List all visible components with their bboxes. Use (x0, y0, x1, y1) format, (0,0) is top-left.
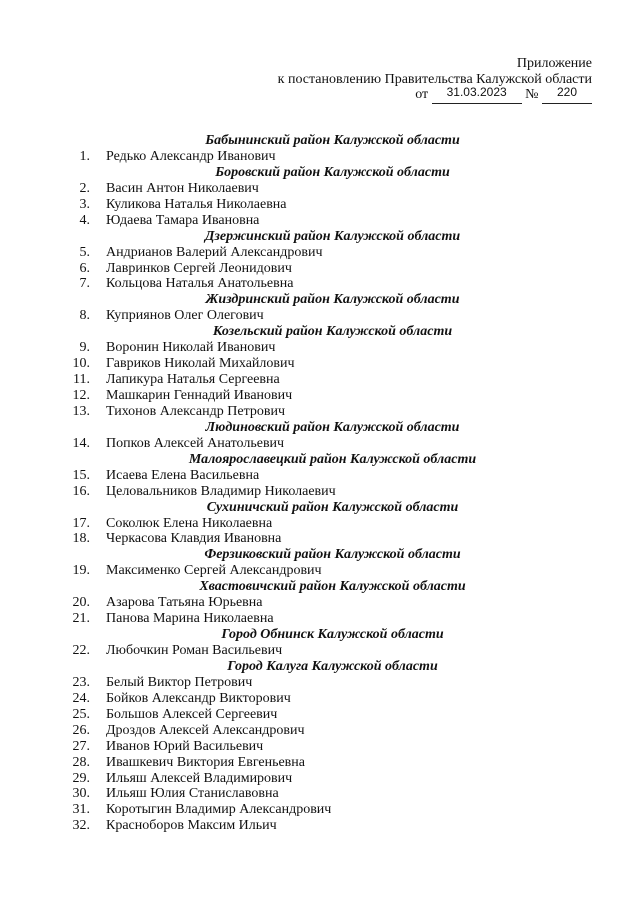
list-item (60, 340, 580, 356)
decree-date: 31.03.2023 (446, 85, 507, 99)
item-number: 28. (72, 754, 90, 770)
item-number: 14. (72, 435, 90, 451)
item-number: 17. (72, 515, 90, 531)
person-name: Панова Марина Николаевна (106, 611, 274, 627)
list-item (60, 356, 580, 372)
list-item (60, 786, 580, 802)
district-heading: Дзержинский район Калужской области (204, 228, 461, 244)
person-name: Максименко Сергей Александрович (106, 563, 322, 579)
district-heading: Город Калуга Калужской области (227, 658, 438, 674)
person-name: Васин Антон Николаевич (106, 180, 259, 196)
item-number: 22. (72, 643, 90, 658)
person-name: Воронин Николай Иванович (106, 340, 276, 356)
person-name: Ильяш Юлия Станиславовна (106, 786, 279, 802)
person-name: Ивашкевич Виктория Евгеньевна (106, 754, 305, 770)
list-item (60, 468, 580, 484)
decree-date-field (432, 87, 522, 104)
person-name: Лавринков Сергей Леонидович (106, 260, 292, 276)
district-heading: Бабынинский район Калужской области (205, 133, 460, 148)
item-number: 12. (72, 388, 90, 403)
decree-date-number (232, 87, 592, 104)
list-item (60, 388, 580, 404)
person-name: Редько Александр Иванович (106, 148, 276, 164)
item-number: 10. (72, 356, 90, 372)
list-item (60, 643, 580, 659)
person-name: Юдаева Тамара Ивановна (106, 212, 260, 228)
person-name: Иванов Юрий Васильевич (106, 738, 264, 754)
list-item (60, 531, 580, 547)
appendix-title: Приложение (516, 56, 592, 71)
item-number: 11. (73, 372, 90, 388)
item-number: 27. (72, 738, 90, 754)
list-item (60, 484, 580, 500)
item-number: 31. (72, 802, 90, 818)
item-number: 3. (79, 196, 90, 212)
list-item (60, 723, 580, 739)
decree-reference: к постановлению Правительства Калужской области (277, 71, 592, 87)
person-name: Куликова Наталья Николаевна (106, 196, 287, 212)
district-heading: Хвастовичский район Калужской области (199, 579, 466, 595)
person-name: Кольцова Наталья Анатольевна (106, 276, 294, 292)
item-number: 2. (79, 180, 90, 196)
from-label: от (415, 87, 429, 102)
item-number: 32. (72, 818, 90, 834)
person-name: Гавриков Николай Михайлович (106, 356, 295, 372)
person-name: Ильяш Алексей Владимирович (106, 770, 293, 786)
person-name: Азарова Татьяна Юрьевна (106, 595, 263, 611)
item-number: 19. (72, 563, 90, 579)
district-heading: Козельский район Калужской области (212, 324, 453, 340)
district-heading: Ферзиковский район Калужской области (204, 547, 461, 563)
list-item (60, 611, 580, 627)
list-item (60, 197, 580, 213)
list-item (60, 563, 580, 579)
document-header (232, 56, 592, 104)
item-number: 13. (72, 403, 90, 419)
list-item (60, 802, 580, 818)
list-item (60, 436, 580, 452)
person-name: Исаева Елена Васильевна (106, 467, 260, 483)
district-person-list (60, 133, 580, 834)
item-number: 1. (79, 148, 90, 164)
list-item (60, 818, 580, 834)
list-item (60, 739, 580, 755)
list-item (60, 404, 580, 420)
person-name: Попков Алексей Анатольевич (106, 435, 285, 451)
number-label: № (525, 87, 539, 102)
list-item (60, 372, 580, 388)
item-number: 6. (79, 260, 90, 276)
person-name: Любочкин Роман Васильевич (106, 643, 283, 658)
list-item (60, 675, 580, 691)
person-name: Большов Алексей Сергеевич (106, 706, 278, 722)
item-number: 24. (72, 690, 90, 706)
person-name: Лапикура Наталья Сергеевна (106, 372, 280, 388)
item-number: 23. (72, 674, 90, 690)
list-item (60, 261, 580, 277)
decree-number-field (542, 87, 592, 104)
district-heading: Жиздринский район Калужской области (205, 292, 460, 308)
item-number: 7. (79, 276, 90, 292)
decree-number: 220 (556, 85, 578, 99)
district-heading: Сухиничский район Калужской области (206, 499, 459, 515)
person-name: Белый Виктор Петрович (106, 674, 253, 690)
list-item (60, 755, 580, 771)
item-number: 15. (72, 467, 90, 483)
district-heading: Малоярославецкий район Калужской области (188, 451, 477, 467)
list-item (60, 308, 580, 324)
list-item (60, 595, 580, 611)
person-name: Тихонов Александр Петрович (106, 403, 285, 419)
person-name: Андрианов Валерий Александрович (106, 244, 323, 260)
item-number: 29. (72, 770, 90, 786)
person-name: Соколюк Елена Николаевна (106, 515, 273, 531)
list-item (60, 691, 580, 707)
district-heading: Людиновский район Калужской области (205, 419, 460, 435)
person-name: Куприянов Олег Олегович (106, 308, 264, 324)
item-number: 20. (72, 595, 90, 611)
item-number: 4. (79, 212, 90, 228)
list-item (60, 707, 580, 723)
district-heading: Город Обнинск Калужской области (221, 627, 444, 643)
item-number: 5. (79, 244, 90, 260)
item-number: 18. (72, 531, 90, 547)
item-number: 8. (79, 308, 90, 324)
person-name: Черкасова Клавдия Ивановна (106, 531, 282, 547)
list-item (60, 516, 580, 532)
item-number: 9. (79, 340, 90, 356)
district-heading: Боровский район Калужской области (215, 164, 450, 180)
person-name: Красноборов Максим Ильич (106, 818, 277, 834)
list-item (60, 213, 580, 229)
list-item (60, 181, 580, 197)
person-name: Коротыгин Владимир Александрович (106, 802, 332, 818)
list-item (60, 245, 580, 261)
item-number: 21. (72, 611, 90, 627)
item-number: 16. (72, 483, 90, 499)
list-item (60, 276, 580, 292)
list-item (60, 149, 580, 165)
list-item (60, 771, 580, 787)
item-number: 30. (72, 786, 90, 802)
person-name: Целовальников Владимир Николаевич (106, 483, 336, 499)
person-name: Бойков Александр Викторович (106, 690, 291, 706)
person-name: Дроздов Алексей Александрович (106, 722, 305, 738)
item-number: 25. (72, 706, 90, 722)
person-name: Машкарин Геннадий Иванович (106, 388, 293, 403)
item-number: 26. (72, 722, 90, 738)
